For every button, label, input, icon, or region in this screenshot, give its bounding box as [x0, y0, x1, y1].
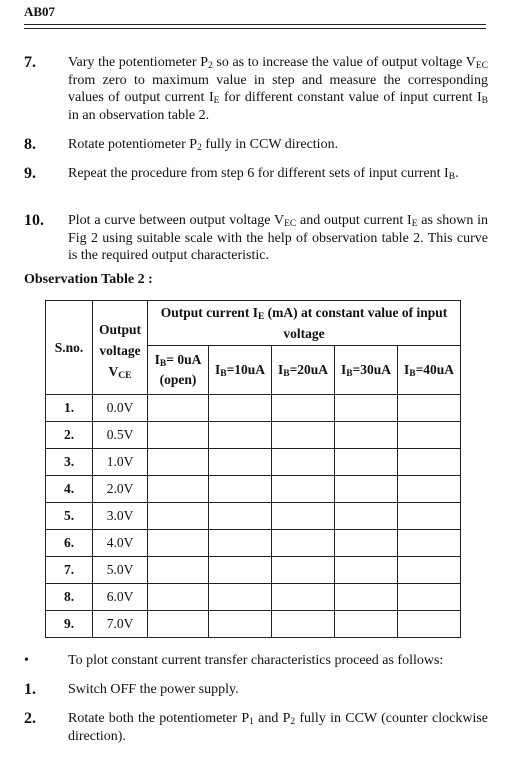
empty-cell — [272, 611, 335, 638]
header-output-current-group: Output current $I_E$ (mA) at constant value of input voltage — [148, 301, 461, 346]
empty-cell — [272, 476, 335, 503]
voltage-cell: 0.0V — [93, 395, 148, 422]
step-1 — [24, 681, 488, 699]
empty-cell — [209, 476, 272, 503]
empty-cell — [148, 557, 209, 584]
empty-cell — [272, 557, 335, 584]
empty-cell — [272, 422, 335, 449]
empty-cell — [398, 395, 461, 422]
voltage-cell: 1.0V — [93, 449, 148, 476]
empty-cell — [398, 557, 461, 584]
empty-cell — [335, 476, 398, 503]
empty-cell — [209, 422, 272, 449]
step-8 — [24, 136, 488, 154]
step-2 — [24, 710, 488, 745]
sno-cell: 6. — [46, 530, 93, 557]
voltage-cell: 0.5V — [93, 422, 148, 449]
step-text: Switch OFF the power supply. — [68, 682, 239, 697]
observation-table-title: Observation Table 2 : — [24, 272, 153, 287]
empty-cell — [148, 530, 209, 557]
empty-cell — [398, 449, 461, 476]
table-row — [46, 584, 461, 611]
empty-cell — [335, 422, 398, 449]
sno-cell: 3. — [46, 449, 93, 476]
empty-cell — [209, 557, 272, 584]
sno-cell: 7. — [46, 557, 93, 584]
header-rule-thin — [24, 28, 486, 29]
voltage-cell: 4.0V — [93, 530, 148, 557]
header-output-voltage — [93, 301, 148, 395]
empty-cell — [272, 395, 335, 422]
empty-cell — [398, 584, 461, 611]
empty-cell — [272, 503, 335, 530]
table-row — [46, 530, 461, 557]
table-row — [46, 611, 461, 638]
empty-cell — [148, 476, 209, 503]
empty-cell — [398, 530, 461, 557]
empty-cell — [335, 611, 398, 638]
voltage-cell: 7.0V — [93, 611, 148, 638]
bullet-text: To plot constant current transfer characteristics proceed as follows: — [68, 653, 444, 668]
header-rule — [24, 24, 486, 25]
sno-cell: 8. — [46, 584, 93, 611]
table-row — [46, 395, 461, 422]
empty-cell — [272, 449, 335, 476]
header-output-word: Output — [98, 322, 142, 337]
voltage-cell: 3.0V — [93, 503, 148, 530]
table-row — [46, 449, 461, 476]
header-ib-20: $I_B=20uA$ — [272, 346, 335, 395]
header-ib-40: $I_B=40uA$ — [398, 346, 461, 395]
table-row — [46, 557, 461, 584]
empty-cell — [335, 584, 398, 611]
empty-cell — [398, 476, 461, 503]
step-10 — [24, 212, 488, 265]
sno-cell: 9. — [46, 611, 93, 638]
sno-cell: 1. — [46, 395, 93, 422]
empty-cell — [335, 503, 398, 530]
voltage-cell: 6.0V — [93, 584, 148, 611]
empty-cell — [148, 611, 209, 638]
step-number: 1. — [24, 681, 36, 698]
empty-cell — [335, 395, 398, 422]
empty-cell — [209, 395, 272, 422]
bullet-dot: • — [24, 653, 29, 668]
header-ib-10: $I_B=10uA$ — [209, 346, 272, 395]
empty-cell — [209, 530, 272, 557]
sno-cell: 4. — [46, 476, 93, 503]
header-ib-30: $I_B=30uA$ — [335, 346, 398, 395]
empty-cell — [398, 611, 461, 638]
step-text: Rotate potentiometer $P_2$ fully in CCW direction. — [68, 137, 339, 153]
header-sno: S.no. — [46, 301, 93, 395]
voltage-cell: 2.0V — [93, 476, 148, 503]
empty-cell — [148, 422, 209, 449]
empty-cell — [148, 395, 209, 422]
step-text: Plot a curve between output voltage $V_{EC}$ and output current $I_E$ as shown in Fig 2 using suitable scale with the help of observation table 2. This curve is the required output characteristic. — [68, 213, 488, 263]
step-text: Repeat the procedure from step 6 for different sets of input current $I_B$. — [68, 166, 459, 182]
empty-cell — [148, 449, 209, 476]
table-body — [46, 395, 461, 638]
sno-cell: 5. — [46, 503, 93, 530]
step-7 — [24, 54, 488, 124]
empty-cell — [335, 557, 398, 584]
table-row — [46, 422, 461, 449]
empty-cell — [398, 422, 461, 449]
step-number: 9. — [24, 165, 36, 182]
step-text: Rotate both the potentiometer $P_1$ and $P_2$ fully in CCW (counter clockwise direction). — [68, 711, 488, 744]
sno-cell: 2. — [46, 422, 93, 449]
step-number: 8. — [24, 136, 36, 153]
table-row — [46, 503, 461, 530]
step-number: 7. — [24, 54, 36, 71]
empty-cell — [335, 449, 398, 476]
header-vce: $V_{CE}$ — [108, 364, 132, 381]
empty-cell — [272, 584, 335, 611]
empty-cell — [398, 503, 461, 530]
empty-cell — [209, 611, 272, 638]
observation-table — [45, 300, 461, 638]
step-text: Vary the potentiometer $P_2$ so as to increase the value of output voltage $V_{EC}$ from zero to maximum value in step and measure the corresponding values of output current $I_E$ for different constant value of input current $I_B$ in an observation table 2. — [68, 55, 489, 123]
empty-cell — [209, 503, 272, 530]
empty-cell — [209, 584, 272, 611]
step-number: 2. — [24, 710, 36, 727]
table-row — [46, 476, 461, 503]
document-header: AB07 — [24, 4, 56, 19]
empty-cell — [335, 530, 398, 557]
voltage-cell: 5.0V — [93, 557, 148, 584]
header-ib-0: $I_B= 0uA$ (open) — [148, 346, 209, 395]
empty-cell — [148, 584, 209, 611]
header-voltage-word: voltage — [99, 343, 141, 358]
step-number: 10. — [24, 212, 44, 229]
empty-cell — [272, 530, 335, 557]
empty-cell — [148, 503, 209, 530]
empty-cell — [209, 449, 272, 476]
step-9 — [24, 165, 488, 183]
